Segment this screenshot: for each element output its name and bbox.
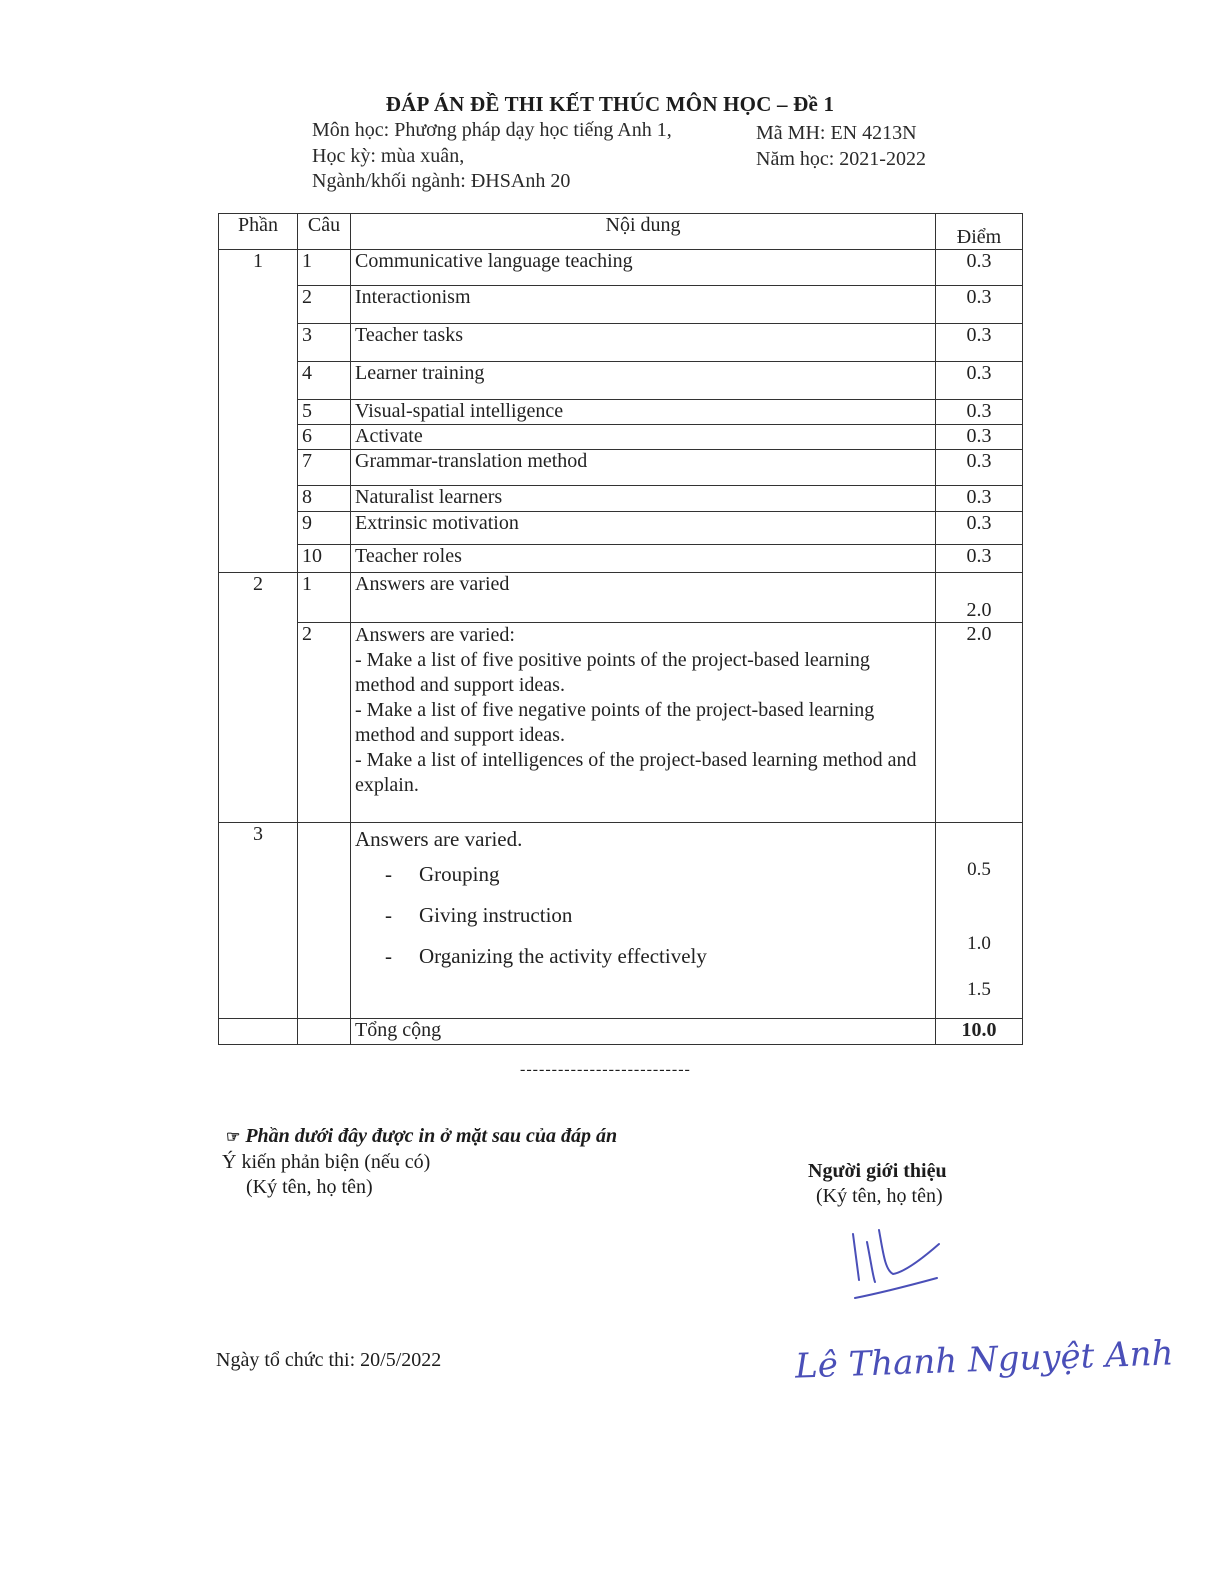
reviewer-label: Ý kiến phản biện (nếu có) bbox=[222, 1151, 431, 1173]
answer-score: 0.3 bbox=[936, 425, 1023, 450]
question-number: 6 bbox=[298, 425, 351, 450]
question-number: 5 bbox=[298, 400, 351, 425]
question-number: 1 bbox=[298, 573, 351, 623]
table-row bbox=[219, 823, 1023, 1019]
introducer-sign-hint: (Ký tên, họ tên) bbox=[816, 1185, 943, 1207]
part-2-label: 2 bbox=[219, 573, 298, 823]
table-row bbox=[219, 573, 1023, 623]
separator: --------------------------- bbox=[520, 1061, 691, 1078]
header-content: Nội dung bbox=[351, 214, 936, 250]
question-number bbox=[298, 823, 351, 1019]
answer-table bbox=[218, 213, 1023, 1045]
total-score: 10.0 bbox=[936, 1019, 1023, 1045]
question-number: 10 bbox=[298, 545, 351, 573]
total-label: Tổng cộng bbox=[351, 1019, 936, 1045]
question-number: 7 bbox=[298, 450, 351, 486]
answer-score: 1.0 bbox=[967, 933, 991, 954]
answer-content: Communicative language teaching bbox=[351, 250, 936, 286]
answer-content: Naturalist learners bbox=[351, 486, 936, 512]
answer-score: 0.3 bbox=[936, 400, 1023, 425]
answer-score: 0.3 bbox=[936, 545, 1023, 573]
course-code: Mã MH: EN 4213N bbox=[756, 122, 917, 144]
answer-content: Visual-spatial intelligence bbox=[351, 400, 936, 425]
question-number: 4 bbox=[298, 362, 351, 400]
answer-content: Teacher tasks bbox=[351, 324, 936, 362]
answer-score: 0.3 bbox=[936, 512, 1023, 545]
table-row bbox=[219, 623, 1023, 823]
answer-line: - Make a list of five positive points of the project-based learning method and support ideas. bbox=[355, 649, 870, 696]
list-item: - Organizing the activity effectively bbox=[385, 944, 707, 968]
answer-content: Activate bbox=[351, 425, 936, 450]
list-item: - Grouping bbox=[385, 862, 500, 886]
question-number: 2 bbox=[298, 623, 351, 823]
reviewer-sign-hint: (Ký tên, họ tên) bbox=[246, 1176, 373, 1198]
table-row bbox=[219, 512, 1023, 545]
answer-score: 0.3 bbox=[936, 250, 1023, 286]
question-number: 2 bbox=[298, 286, 351, 324]
table-row bbox=[219, 324, 1023, 362]
answer-content bbox=[351, 823, 936, 1019]
question-number: 3 bbox=[298, 324, 351, 362]
table-row bbox=[219, 250, 1023, 286]
question-number: 1 bbox=[298, 250, 351, 286]
answer-score: 0.3 bbox=[936, 362, 1023, 400]
criteria-list bbox=[355, 862, 931, 969]
answer-score: 0.3 bbox=[936, 324, 1023, 362]
answer-content: Learner training bbox=[351, 362, 936, 400]
table-row bbox=[219, 545, 1023, 573]
answer-score: 2.0 bbox=[936, 573, 1023, 623]
introducer-handwritten-name: Lê Thanh Nguyệt Anh bbox=[794, 1333, 1175, 1387]
introducer-label: Người giới thiệu bbox=[808, 1160, 947, 1182]
total-row bbox=[219, 1019, 1023, 1045]
answer-score: 2.0 bbox=[936, 623, 1023, 823]
pointing-hand-icon: ☞ bbox=[226, 1129, 241, 1146]
table-row bbox=[219, 286, 1023, 324]
table-row bbox=[219, 362, 1023, 400]
header-score: Điểm bbox=[936, 214, 1023, 250]
table-row bbox=[219, 400, 1023, 425]
semester-line: Học kỳ: mùa xuân, bbox=[312, 145, 465, 167]
question-number: 8 bbox=[298, 486, 351, 512]
answer-content: Answers are varied bbox=[351, 573, 936, 623]
answer-score: 0.5 bbox=[967, 859, 991, 880]
part-1-label: 1 bbox=[219, 250, 298, 573]
table-row bbox=[219, 450, 1023, 486]
academic-year: Năm học: 2021-2022 bbox=[756, 148, 926, 170]
answer-intro: Answers are varied: bbox=[355, 624, 515, 646]
question-number: 9 bbox=[298, 512, 351, 545]
document-title: ĐÁP ÁN ĐỀ THI KẾT THÚC MÔN HỌC – Đề 1 bbox=[385, 92, 835, 116]
subject-line: Môn học: Phương pháp dạy học tiếng Anh 1, bbox=[312, 119, 672, 141]
list-item: - Giving instruction bbox=[385, 903, 573, 927]
signature bbox=[845, 1222, 955, 1304]
answer-content: Grammar-translation method bbox=[351, 450, 936, 486]
answer-score: 0.3 bbox=[936, 286, 1023, 324]
answer-content: Interactionism bbox=[351, 286, 936, 324]
answer-content: Teacher roles bbox=[351, 545, 936, 573]
table-header-row bbox=[219, 214, 1023, 250]
answer-score: 1.5 bbox=[967, 979, 991, 1000]
major-line: Ngành/khối ngành: ĐHSAnh 20 bbox=[312, 170, 571, 192]
header-part: Phần bbox=[219, 214, 298, 250]
answer-content: Extrinsic motivation bbox=[351, 512, 936, 545]
header-question: Câu bbox=[298, 214, 351, 250]
criteria-scores bbox=[936, 823, 1023, 1019]
answer-line: - Make a list of intelligences of the project-based learning method and explain. bbox=[355, 749, 917, 796]
part-3-label: 3 bbox=[219, 823, 298, 1019]
exam-date: Ngày tổ chức thi: 20/5/2022 bbox=[216, 1349, 442, 1371]
answer-content bbox=[351, 623, 936, 823]
answer-line: - Make a list of five negative points of the project-based learning method and support ideas. bbox=[355, 699, 875, 746]
table-row bbox=[219, 486, 1023, 512]
answer-score: 0.3 bbox=[936, 450, 1023, 486]
answer-score: 0.3 bbox=[936, 486, 1023, 512]
answer-intro: Answers are varied. bbox=[355, 827, 523, 851]
table-row bbox=[219, 425, 1023, 450]
back-page-note: ☞ Phần dưới đây được in ở mặt sau của đáp án bbox=[226, 1125, 618, 1147]
